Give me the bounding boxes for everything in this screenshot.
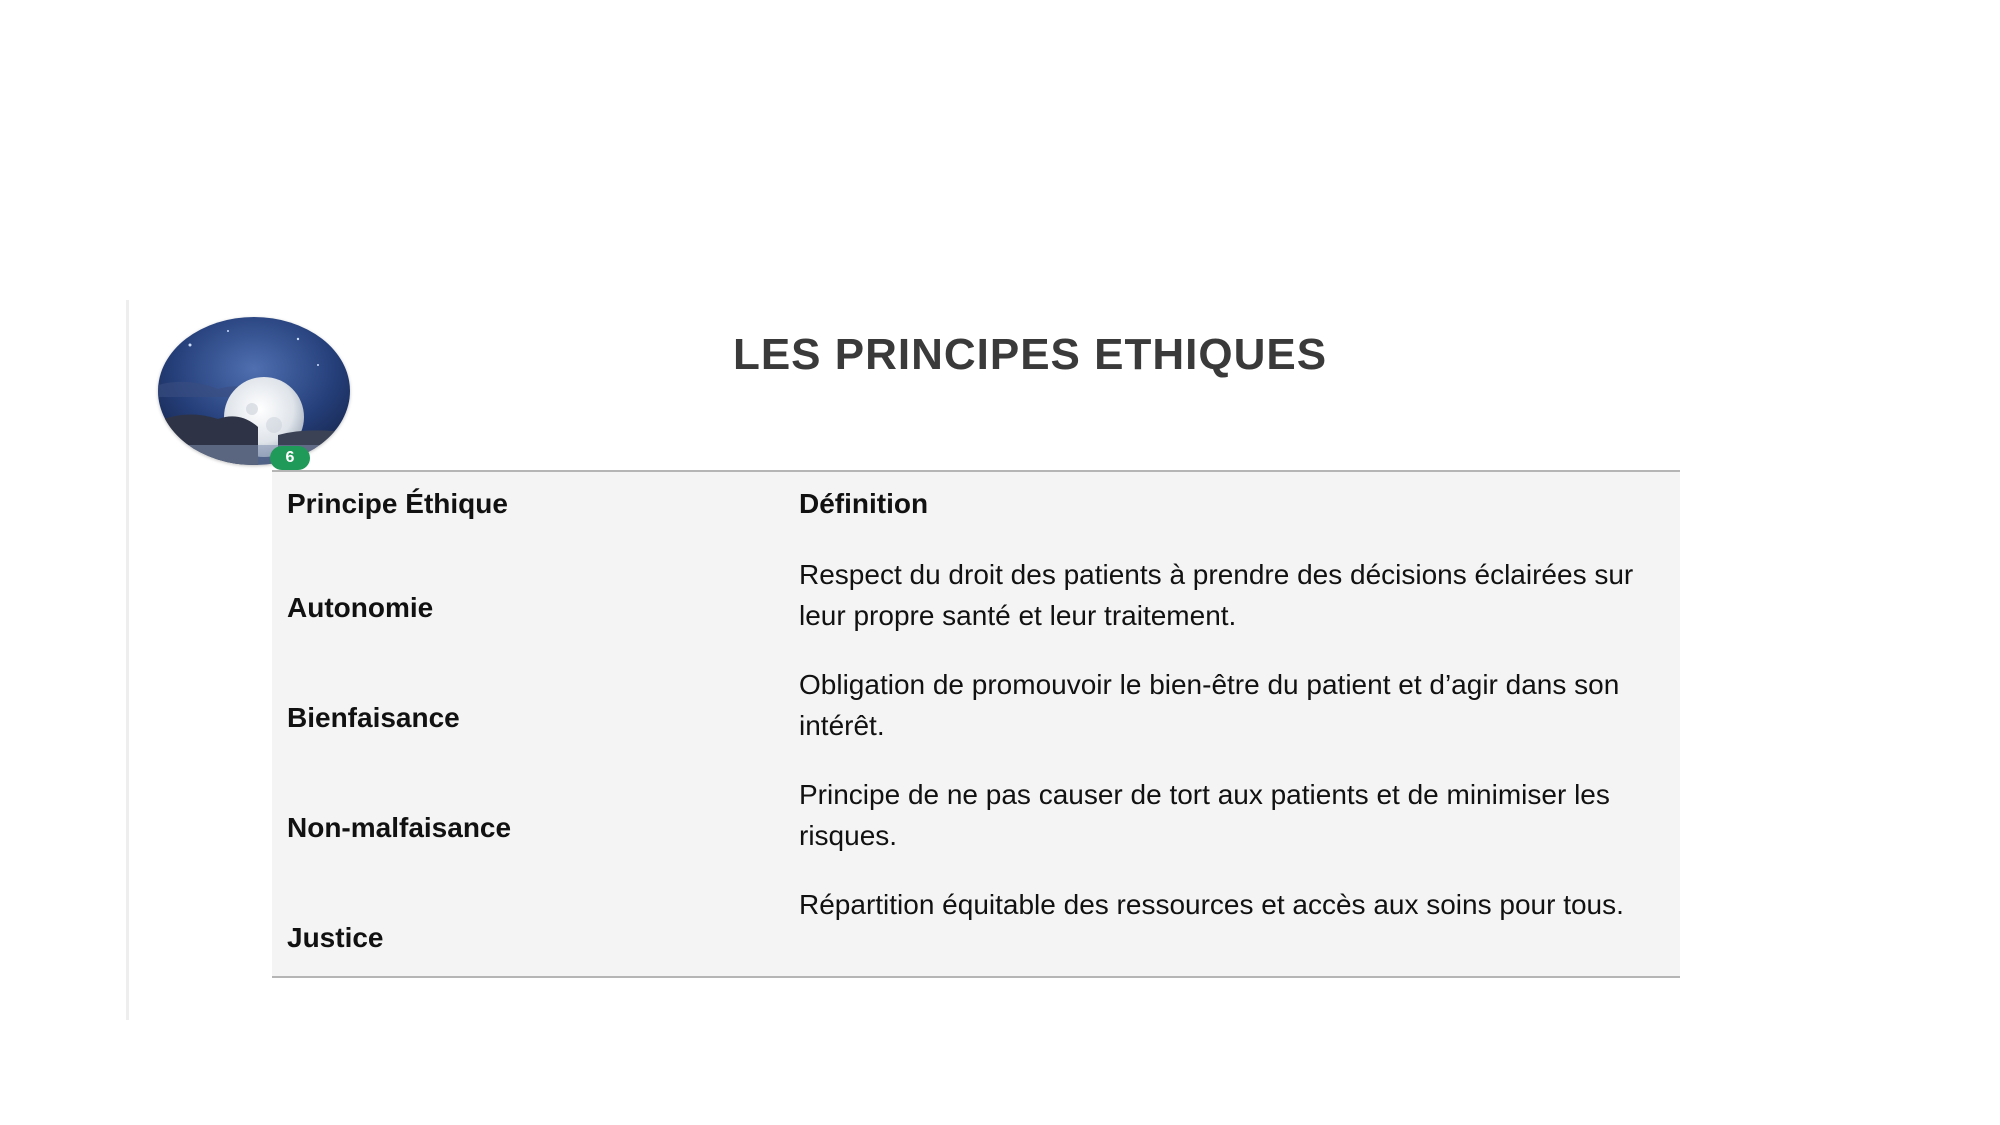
header-principle: Principe Éthique	[287, 488, 508, 519]
principle-name: Non-malfaisance	[287, 812, 512, 843]
principle-name: Justice	[287, 922, 384, 953]
moon-night-sky-image	[158, 317, 350, 465]
principle-name: Autonomie	[287, 592, 434, 623]
table-row	[272, 664, 1680, 774]
principle-definition: Obligation de promouvoir le bien-être du patient et d’agir dans son intérêt.	[799, 669, 1620, 741]
table-row	[272, 554, 1680, 664]
slide-number-badge: 6	[270, 446, 310, 470]
principle-name: Bienfaisance	[287, 702, 460, 733]
table-row	[272, 884, 1680, 994]
principle-definition: Principe de ne pas causer de tort aux patients et de minimiser les risques.	[799, 779, 1610, 851]
table-header-row	[272, 484, 1680, 534]
principle-definition: Respect du droit des patients à prendre des décisions éclairées sur leur propre santé et leur traitement.	[799, 559, 1634, 631]
principle-definition: Répartition équitable des ressources et accès aux soins pour tous.	[799, 889, 1624, 920]
table-row	[272, 774, 1680, 884]
slide-title: LES PRINCIPES ETHIQUES	[732, 330, 1328, 379]
header-definition: Définition	[799, 488, 929, 519]
ethics-principles-table	[272, 470, 1680, 978]
left-divider	[126, 300, 129, 1020]
